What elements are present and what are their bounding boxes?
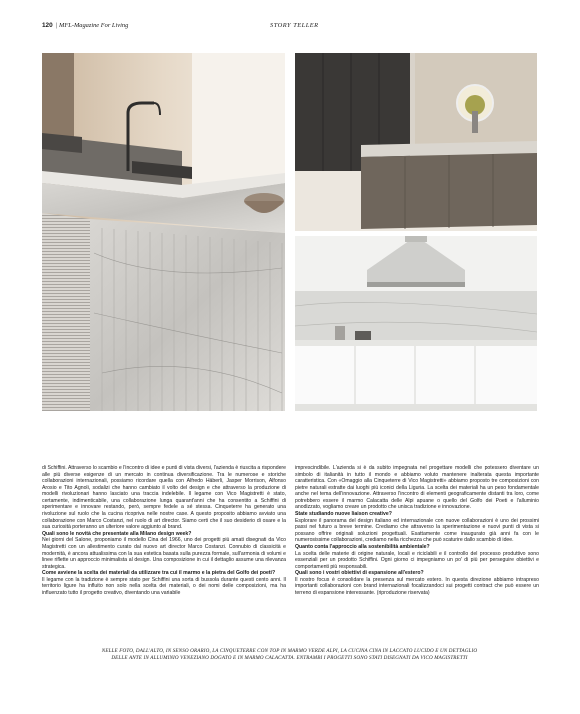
article-paragraph: Il legame con la tradizione è sempre stato per Schiffini una sorta di bussola durante questi cento anni. Il territorio ligure ha influito non solo nella scelta dei materiali, o dei nomi delle composizioni, ma ha influenzato tutto il progetto creativo, diventando una variabile <box>42 576 286 596</box>
interview-question: Quali sono le novità che presentate alla Milano design week? <box>42 530 192 537</box>
magazine-name: | MFL-Magazine For Living <box>55 22 129 29</box>
caption-line-1: NELLE FOTO, DALL'ALTO, IN SENSO ORARIO, LA CINQUETERRE CON TOP IN MARMO VERDE ALPI, LA CUCINA CINA IN LACCATO LUCIDO E UN DETTAGLIO <box>101 648 478 654</box>
article-paragraph: di Schiffini. Attraverso lo scambio e l'incontro di idee e punti di vista diversi, l'azienda è riuscita a rispondere alle più diverse esigenze di un mercato in continua diversificazione. Tra le numerose e storiche collaborazioni internazionali, possiamo ricordare quella con Alfredo Häberli, Jasper Morrison, Alfonso Arosio e Tito Agnoli, sodalizi che hanno cambiato il volto del design e che attraverso la produzione di modelli rivoluzionari hanno lasciato una traccia indelebile. Il legame con Vico Magistretti è stato, certamente, indimenticabile, una collaborazione lunga quarant'anni che ha consentito a Schiffini di sperimentare e innovare restando, però, sempre fedele a sé stessa. Cinqueterre ha generato una rivoluzione sul ruolo che la cucina ricopriva nelle nostre case. A questo proposito abbiamo avviato una collaborazione con Marco Costanzi, nel ruolo di art director. Siamo certi che il suo desiderio di osare e la sua curiosità porteranno un ulteriore valore aggiunto al brand. <box>42 465 286 531</box>
article-paragraph: imprescindibile. L'azienda si è da subito impegnata nel progettare modelli che potessero diventare un simbolo di italianità in tutto il mondo e abbiamo voluto mantenere inalterata questa importante caratteristica. Con «Omaggio alla Cinqueterre di Vico Magistretti» abbiamo proposto tre composizioni con pietre naturali estratte dai luoghi più iconici della Liguria. La scelta dei materiali ha un peso fondamentale anche nel tema dell'innovazione. Attraverso l'incontro di elementi geograficamente distanti tra loro, come potrebbero essere il marmo Calacatta delle Alpi apuane o quello del Golfo dei Poeti e l'alluminio anodizzato, vogliamo creare un prodotto che unisca tradizione e innovazione. <box>295 465 539 511</box>
article-paragraph: Esplorare il panorama del design italiano ed internazionale con nuove collaborazioni è uno dei prossimi passi nel futuro a breve termine. Crediamo che attraverso la sperimentazione e nuovi punti di vista si possano offrire originali soluzioni progettuali. Esattamente come inaugurato già anni fa con le numerosissime collaborazioni, crediamo nella ricchezza che può scaturire dallo scambio di idee. <box>295 517 539 544</box>
interview-question: State studiando nuove liaison creative? <box>295 511 392 518</box>
caption-line-2: DELLE ANTE IN ALLUMINIO VENEZIANO DOGATO E IN MARMO CALACATTA. ENTRAMBI I PROGETTI SONO STATI DISEGNATI DA VICO MAGISTRETTI <box>111 655 468 661</box>
interview-question: Quanto conta l'approccio alla sostenibilità ambientale? <box>295 543 430 550</box>
page-header <box>42 22 538 34</box>
magazine-title: MFL-Magazine For Living <box>59 22 129 29</box>
article-column-left <box>42 465 286 597</box>
article-paragraph: Il nostro focus è consolidare la presenza sul mercato estero. In questa direzione abbiamo intrapreso importanti collaborazioni con brand internazionali focalizzandoci sui progetti contract che può essere un terreno di espansione interessante. (riproduzione riservata) <box>295 576 539 596</box>
article-column-right <box>295 465 539 597</box>
interview-question: Quali sono i vostri obiettivi di espansione all'estero? <box>295 570 424 577</box>
photo-white-kitchen <box>295 236 537 411</box>
photo-cinqueterre-detail <box>42 53 285 411</box>
section-title: STORY TELLER <box>270 22 319 29</box>
article-paragraph: La scelta delle materie di origine naturale, locali e riciclabili e il controllo del processo produttivo sono essenziali per un prodotto Schiffini. Ogni giorno ci impegniamo un po' di più per perseguire obiettivi e comportamenti più responsabili. <box>295 550 539 570</box>
interview-question: Come avviene la scelta dei materiali da utilizzare tra cui il marmo e la pietra del Golfo dei poeti? <box>42 570 276 577</box>
photo-cina-kitchen <box>295 53 537 231</box>
photo-caption <box>42 648 537 662</box>
article-paragraph: Nei giorni del Salone, proponiamo il modello Cina del 1966, uno dei progetti più amati disegnati da Vico Magistretti con un allestimento curato dal nuovo art director Marco Costanzi. Connubio di classicità e modernità, è ancora attualissima con la sua estetica basata sulla purezza formale, sull'armonia di volumi e linee riflette un approccio minimalista al design. Una composizione in cui il dettaglio assume una rilevanza strategica. <box>42 537 286 570</box>
page-number: 120 <box>42 22 53 29</box>
